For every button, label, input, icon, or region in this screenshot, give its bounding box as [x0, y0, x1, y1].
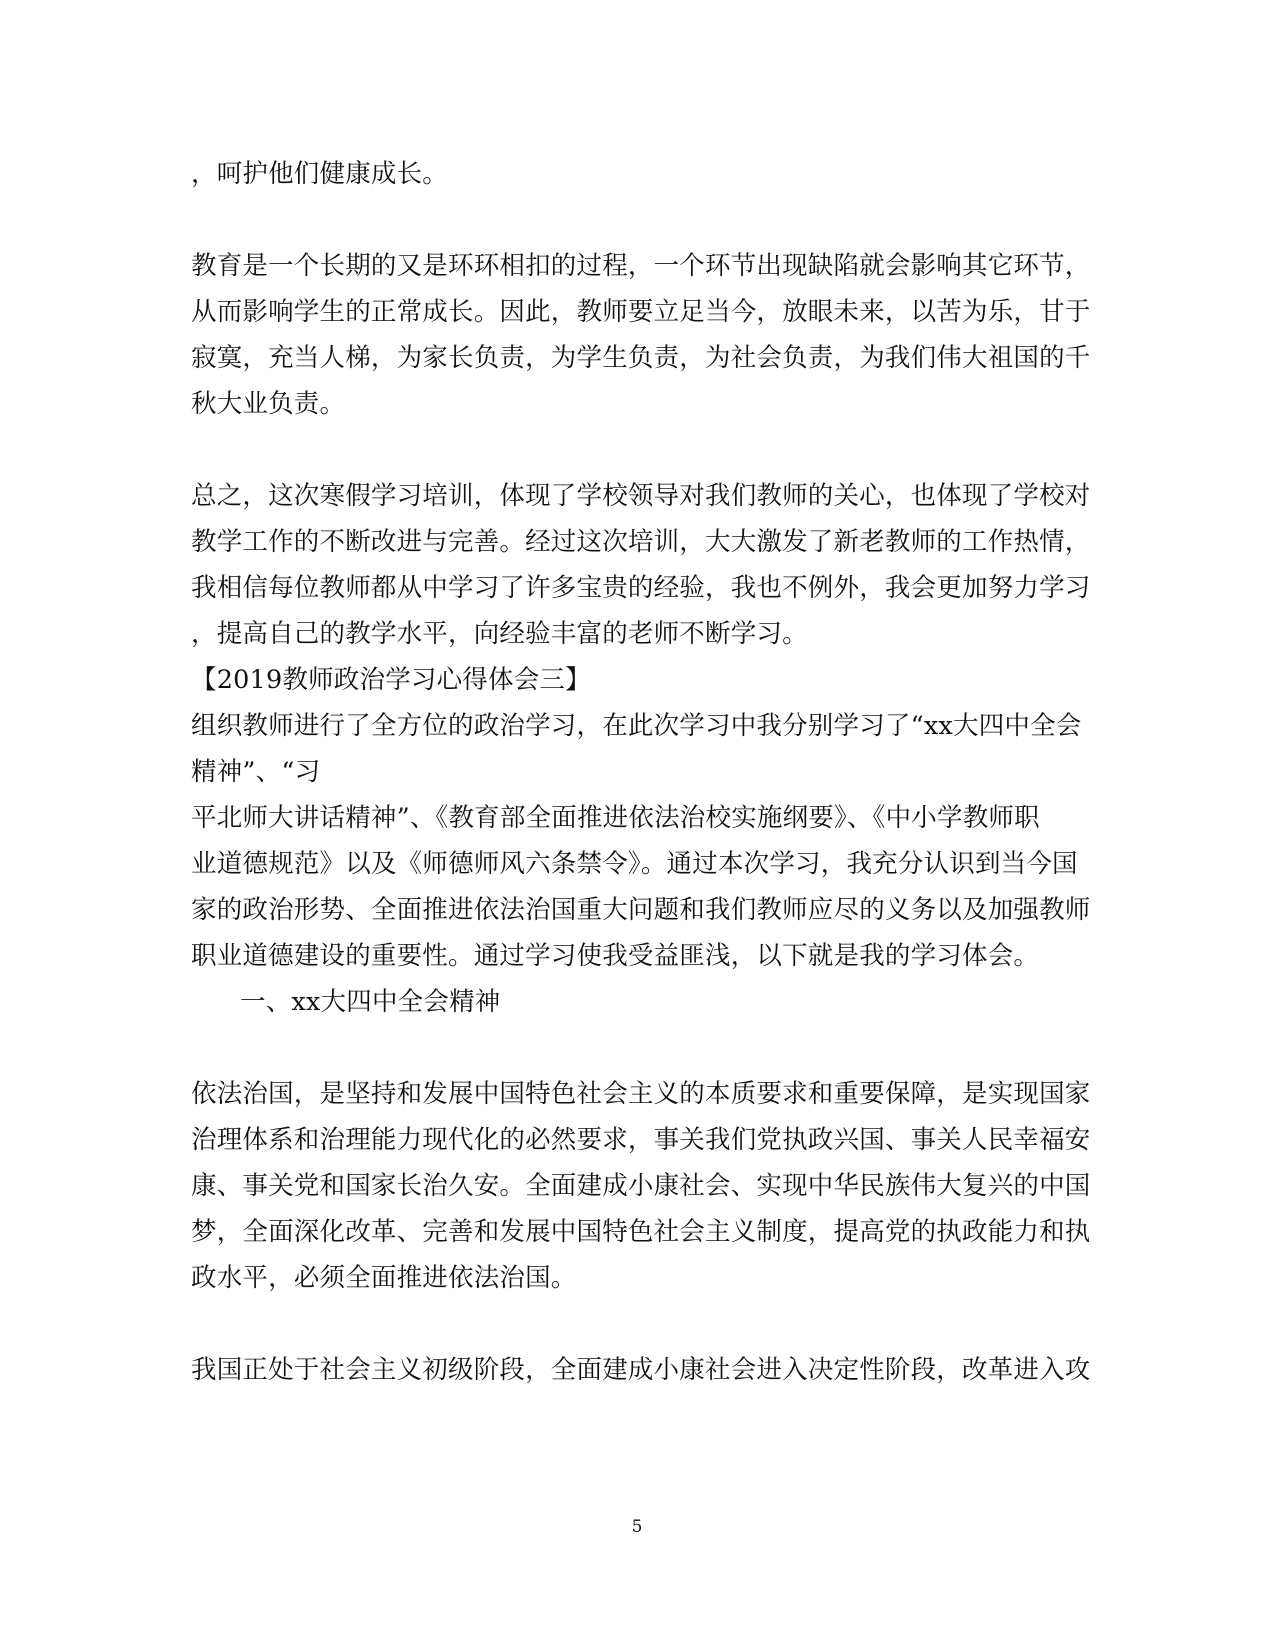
subsection-heading: 一、xx大四中全会精神 [240, 987, 501, 1017]
text-line: 秋大业负责。 [191, 389, 346, 419]
text-line: 梦，全面深化改革、完善和发展中国特色社会主义制度，提高党的执政能力和执 [191, 1217, 1091, 1247]
text-line: ，提高自己的教学水平，向经验丰富的老师不断学习。 [191, 619, 808, 649]
text-line: 政水平，必须全面推进依法治国。 [191, 1263, 577, 1293]
text-line: 组织教师进行了全方位的政治学习，在此次学习中我分别学习了“xx大四中全会 [191, 711, 1082, 741]
text-line: 从而影响学生的正常成长。因此，教师要立足当今，放眼未来，以苦为乐，甘于 [191, 297, 1091, 327]
section-heading: 【2019教师政治学习心得体会三】 [191, 665, 591, 695]
text-line: 康、事关党和国家长治久安。全面建成小康社会、实现中华民族伟大复兴的中国 [191, 1171, 1091, 1201]
text-line: 精神”、“习 [191, 757, 321, 787]
text-line: 依法治国，是坚持和发展中国特色社会主义的本质要求和重要保障，是实现国家 [191, 1079, 1091, 1109]
text-line: 教学工作的不断改进与完善。经过这次培训，大大激发了新老教师的工作热情， [191, 527, 1091, 557]
text-line: 教育是一个长期的又是环环相扣的过程，一个环节出现缺陷就会影响其它环节， [191, 251, 1091, 281]
text-line: 我国正处于社会主义初级阶段，全面建成小康社会进入决定性阶段，改革进入攻 [191, 1355, 1091, 1385]
text-line: 总之，这次寒假学习培训，体现了学校领导对我们教师的关心，也体现了学校对 [191, 481, 1091, 511]
text-line: 业道德规范》以及《师德师风六条禁令》。通过本次学习，我充分认识到当今国 [191, 849, 1078, 879]
text-line: 平北师大讲话精神”、《教育部全面推进依法治校实施纲要》、《中小学教师职 [191, 803, 1040, 833]
text-line: 家的政治形势、全面推进依法治国重大问题和我们教师应尽的义务以及加强教师 [191, 895, 1091, 925]
text-line: 职业道德建设的重要性。通过学习使我受益匪浅，以下就是我的学习体会。 [191, 941, 1040, 971]
text-line: 我相信每位教师都从中学习了许多宝贵的经验，我也不例外，我会更加努力学习 [191, 573, 1091, 603]
text-line: ，呵护他们健康成长。 [191, 159, 449, 189]
text-line: 寂寞，充当人梯，为家长负责，为学生负责，为社会负责，为我们伟大祖国的千 [191, 343, 1091, 373]
page-number: 5 [631, 1517, 643, 1537]
text-line: 治理体系和治理能力现代化的必然要求，事关我们党执政兴国、事关人民幸福安 [191, 1125, 1091, 1155]
